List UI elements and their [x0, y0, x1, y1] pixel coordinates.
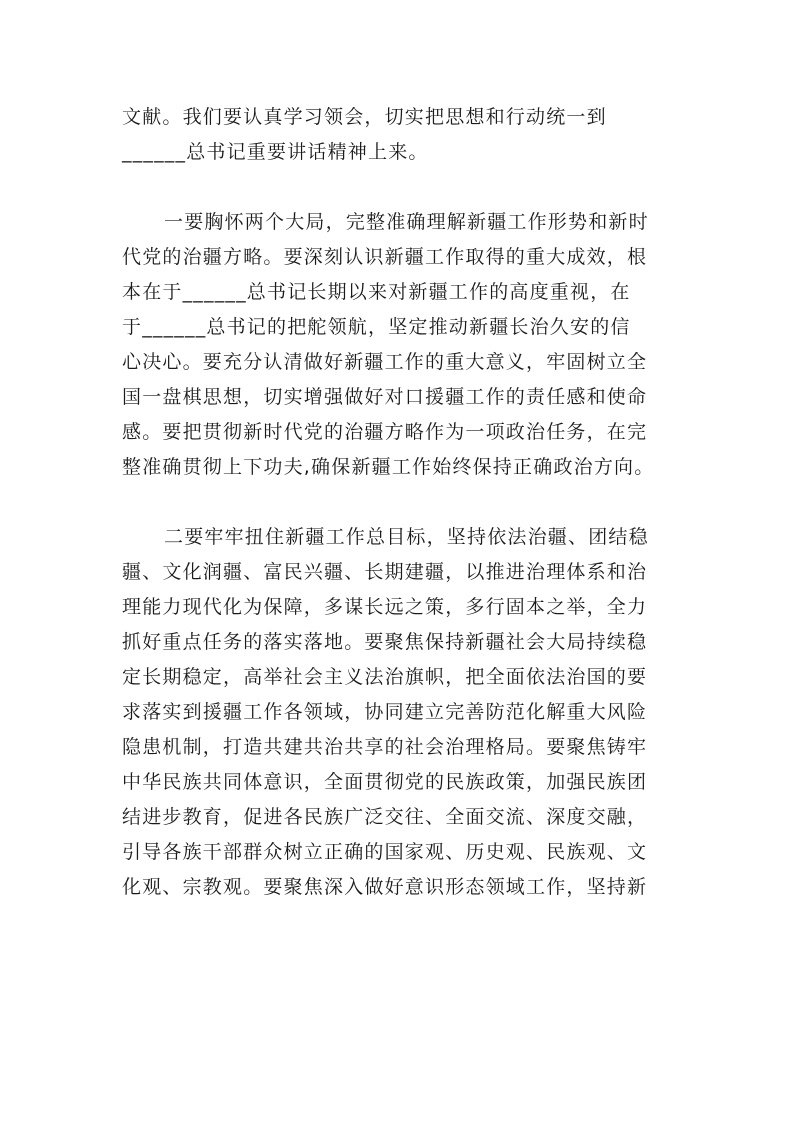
- document-body: [122, 100, 682, 905]
- text-line: 整准确贯彻上下功夫,确保新疆工作始终保持正确政治方向。: [122, 456, 655, 478]
- text-line: 隐患机制，打造共建共治共享的社会治理格局。要聚焦铸牢: [122, 736, 648, 758]
- text-line: ______总书记重要讲话精神上来。: [122, 141, 429, 163]
- text-line: 化观、宗教观。要聚焦深入做好意识形态领域工作，坚持新: [122, 876, 648, 898]
- text-line: 引导各族干部群众树立正确的国家观、历史观、民族观、文: [122, 841, 648, 863]
- text-line: 疆、文化润疆、富民兴疆、长期建疆，以推进治理体系和治: [122, 561, 648, 583]
- text-line: 代党的治疆方略。要深刻认识新疆工作取得的重大成效，根: [122, 246, 648, 268]
- text-line: 求落实到援疆工作各领域，协同建立完善防范化解重大风险: [122, 701, 648, 723]
- paragraph-1: [122, 100, 682, 170]
- paragraph-3: [122, 520, 682, 905]
- text-line: 结进步教育，促进各民族广泛交往、全面交流、深度交融，: [122, 806, 648, 828]
- text-line: 本在于______总书记长期以来对新疆工作的高度重视，在: [122, 281, 631, 303]
- text-line: 中华民族共同体意识，全面贯彻党的民族政策，加强民族团: [122, 771, 648, 793]
- text-line: 感。要把贯彻新时代党的治疆方略作为一项政治任务，在完: [122, 421, 648, 443]
- text-line: 理能力现代化为保障，多谋长远之策，多行固本之举，全力: [122, 596, 648, 618]
- text-line: 抓好重点任务的落实落地。要聚焦保持新疆社会大局持续稳: [122, 631, 648, 653]
- text-line: 心决心。要充分认清做好新疆工作的重大意义，牢固树立全: [122, 351, 648, 373]
- text-line: 国一盘棋思想，切实增强做好对口援疆工作的责任感和使命: [122, 386, 648, 408]
- paragraph-2: [122, 205, 682, 485]
- text-line: 二要牢牢扭住新疆工作总目标，坚持依法治疆、团结稳: [164, 526, 649, 548]
- text-line: 定长期稳定，高举社会主义法治旗帜，把全面依法治国的要: [122, 666, 648, 688]
- text-line: 于______总书记的把舵领航，坚定推动新疆长治久安的信: [122, 316, 631, 338]
- text-line: 文献。我们要认真学习领会，切实把思想和行动统一到: [122, 106, 607, 128]
- text-line: 一要胸怀两个大局，完整准确理解新疆工作形势和新时: [164, 211, 649, 233]
